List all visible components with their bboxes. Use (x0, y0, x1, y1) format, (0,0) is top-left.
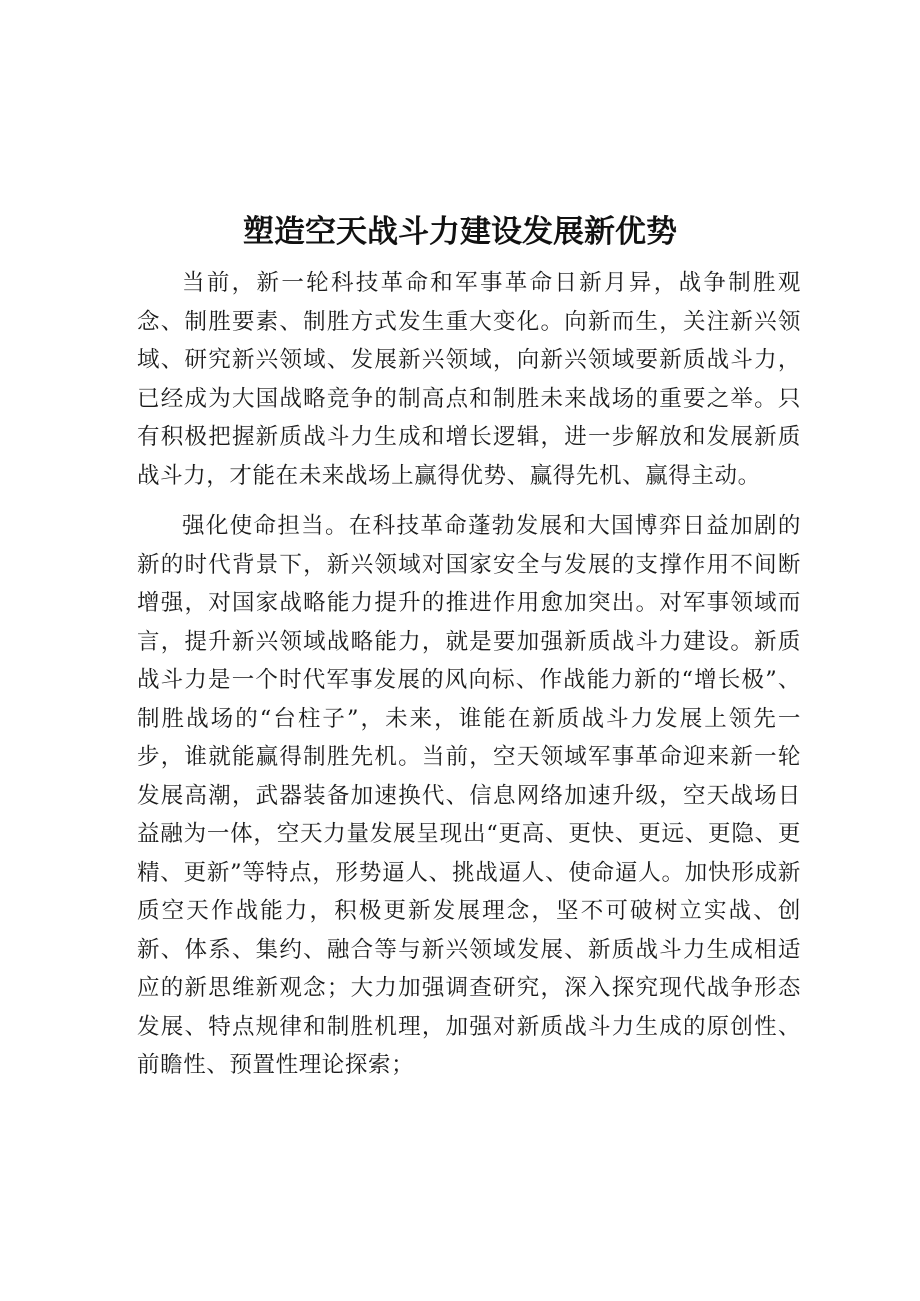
document-title: 塑造空天战斗力建设发展新优势 (243, 214, 677, 250)
document-body (137, 264, 801, 1097)
paragraph-intro: 当前，新一轮科技革命和军事革命日新月异，战争制胜观念、制胜要素、制胜方式发生重大变化。向新而生，关注新兴领域、研究新兴领域、发展新兴领域，向新兴领域要新质战斗力，已经成为大国战略竞争的制高点和制胜未来战场的重要之举。只有积极把握新质战斗力生成和增长逻辑，进一步解放和发展新质战斗力，才能在未来战场上赢得优势、赢得先机、赢得主动。 (137, 270, 801, 489)
paragraph-mission: 强化使命担当。在科技革命蓬勃发展和大国博弈日益加剧的新的时代背景下，新兴领域对国家安全与发展的支撑作用不间断增强，对国家战略能力提升的推进作用愈加突出。对军事领域而言，提升新兴领域战略能力，就是要加强新质战斗力建设。新质战斗力是一个时代军事发展的风向标、作战能力新的“增长极”、制胜战场的“台柱子”，未来，谁能在新质战斗力发展上领先一步，谁就能赢得制胜先机。当前，空天领域军事革命迎来新一轮发展高潮，武器装备加速换代、信息网络加速升级，空天战场日益融为一体，空天力量发展呈现出“更高、更快、更远、更隐、更精、更新”等特点，形势逼人、挑战逼人、使命逼人。加快形成新质空天作战能力，积极更新发展理念，坚不可破树立实战、创新、体系、集约、融合等与新兴领域发展、新质战斗力生成相适应的新思维新观念；大力加强调查研究，深入探究现代战争形态发展、特点规律和制胜机理，加强对新质战斗力生成的原创性、前瞻性、预置性理论探索； (137, 513, 801, 1078)
